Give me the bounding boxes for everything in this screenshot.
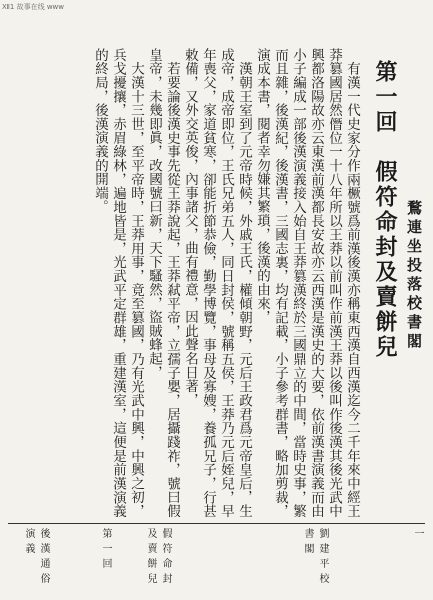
footer-divider	[8, 523, 425, 524]
footer-chapter-number: 第一回	[100, 528, 111, 573]
watermark-stamp: Ⅻ1 故事在线 www	[2, 3, 64, 11]
page-number: 一	[412, 528, 423, 543]
paragraph-1: 有漢一代史家分作兩橛號爲前漢後漢亦稱東西漢自西漢迄今二千年來中經王莽篡國居然僭位一十八年所以王莽以前叫作前漢王莽以後叫作後漢其後光武中興都洛陽故亦云東漢前漢都長安故亦云西漢是漢史的大要，依前漢書演義而由小子編成一部後漢演義接入始自王莽篡漢終於三國鼎立的中間，當時史事，繁而且雜，後漢紀，後漢書，三國志裏，均有記載，小子參考群書，略加剪裁，演成本書，閱者幸勿嫌其繁瑣，後漢的由來，	[254, 48, 360, 518]
body-text	[39, 48, 361, 518]
footer-chapter-title: 假符命封及賣餅兒	[145, 528, 171, 588]
paragraph-2: 漢朝王室到了元帝時候，外戚王氏，權傾朝野，元后王政君爲元帝皇后，生成帝，成帝即位，王氏兄弟五人，同日封侯，號稱五侯，王莽乃元后姪兒，早年喪父，家道貧寒，卻能折節恭儉，勤學博覽，事母及寡嫂，養孤兄子，行甚敕備，又外交英俊，內事諸父，曲有禮意，因此聲名日著，	[182, 48, 252, 518]
footer-publisher: 劉建平校書閣	[302, 528, 328, 588]
paragraph-3: 若要論後漢史事先從王莽說起，王莽弒平帝，立孺子嬰，居攝踐祚，號曰假皇帝，未幾即眞，改國號曰新，天下騷然，盜賊蜂起，	[146, 48, 180, 518]
chapter-title: 第一回 假符命封及賣餅兒	[372, 60, 398, 360]
chapter-subtitle: 鶩連坐投落校書閣	[405, 200, 423, 352]
page-footer	[0, 528, 433, 594]
paragraph-4: 大漢十三世，至平帝時，王莽用事，竟至篡國，乃有光武中興，中興之初，兵戈擾攘，赤眉綠林，遍地皆是，光武平定群雄，重建漢室，這便是前漢演義的終局，後漢演義的開端。	[92, 48, 144, 518]
footer-book-title: 後漢通俗演義	[23, 528, 49, 588]
